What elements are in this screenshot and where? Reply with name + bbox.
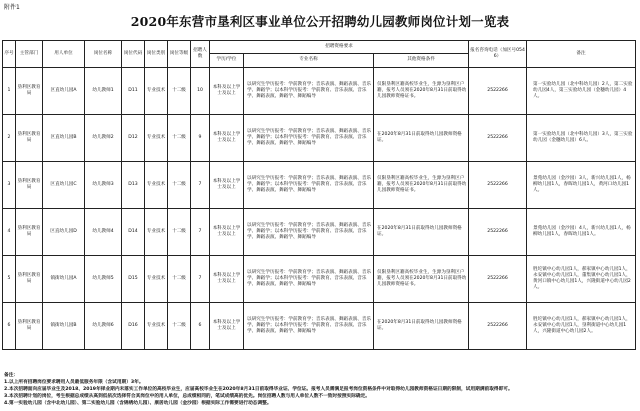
cell-other: 在2020年8月31日前取得幼儿园教师资格证。 <box>374 115 469 162</box>
table-row <box>3 115 636 162</box>
cell-level: 十二级 <box>168 256 191 303</box>
col-post-header: 岗位名称 <box>85 41 122 68</box>
cell-other: 在2020年8月31日前取得幼儿园教师资格证。 <box>374 209 469 256</box>
cell-major: 以研究生学历报考：学前教育学；音乐表演、舞蹈表演、音乐学、舞蹈学；以本科学历报考：学前教育、音乐表演、音乐学、舞蹈表演、舞蹈学、舞蹈编导 <box>244 162 374 209</box>
cell-dept: 垦利区教育局 <box>16 209 43 256</box>
col-count-header: 招聘人数 <box>191 41 210 68</box>
note-line: 2.本次招聘面向应届毕业生及2018、2019年择业期内未落实工作单位的高校毕业生，应届高校毕业生在2020年8月31日前取得毕业证、学位证。报考人员需满足报考岗位资格条件中对取得幼儿园教师资格证日期的限制，试用期满前取得即可。 <box>4 387 513 393</box>
cell-major: 以研究生学历报考：学前教育学；音乐表演、舞蹈表演、音乐学、舞蹈学；以本科学历报考：学前教育、音乐表演、音乐学、舞蹈表演、舞蹈学、舞蹈编导 <box>244 68 374 115</box>
cell-count: 7 <box>191 209 210 256</box>
cell-remark: 胜坨镇中心幼儿园1人，郝家镇中心幼儿园1人，永安镇中心幼儿园1人，垦利街道中心幼儿园1人，兴隆街道中心幼儿园2人。 <box>527 303 636 350</box>
col-req-group-header: 招聘资格要求 <box>210 41 469 54</box>
col-kind-header: 岗位类别 <box>145 41 168 68</box>
cell-dept: 垦利区教育局 <box>16 162 43 209</box>
cell-other: 仅限垦利区籍高校毕业生，生源为垦利区户籍，报考人员须在2020年8月31日前取得幼儿园教师资格证书。 <box>374 256 469 303</box>
note-line: 3.本次招聘计划的岗位，考生根据总成绩从高到低依次选择符合其岗位中的用人单位，总成绩相同的，笔试成绩高的优先。岗位招聘人数与用人单位人数不一致时按照实际确定。 <box>4 394 370 400</box>
col-level-header: 岗位等级 <box>168 41 191 68</box>
cell-seq: 5 <box>3 256 16 303</box>
post-plan-table <box>2 40 636 350</box>
cell-dept: 垦利区教育局 <box>16 303 43 350</box>
cell-dept: 垦利区教育局 <box>16 256 43 303</box>
col-remark-header: 备注 <box>527 41 636 68</box>
cell-level: 十二级 <box>168 209 191 256</box>
col-unit-header: 用人单位 <box>43 41 85 68</box>
cell-kind: 专业技术 <box>145 256 168 303</box>
cell-dept: 垦利区教育局 <box>16 68 43 115</box>
cell-count: 9 <box>191 115 210 162</box>
cell-seq: 6 <box>3 303 16 350</box>
cell-post: 幼儿教师6 <box>85 303 122 350</box>
note-line: 4.第一实验幼儿园（含中北幼儿园）、第二实验幼儿园（含锦绣幼儿园）、康居幼儿园（金沙园）根据实际工作需要进行动态调整。 <box>4 401 272 407</box>
cell-code: D11 <box>122 68 145 115</box>
cell-major: 以研究生学历报考：学前教育学；音乐表演、舞蹈表演、音乐学、舞蹈学；以本科学历报考：学前教育、音乐表演、音乐学、舞蹈表演、舞蹈学、舞蹈编导 <box>244 303 374 350</box>
cell-edu: 本科及以上学士及以上 <box>210 68 244 115</box>
cell-edu: 本科及以上学士及以上 <box>210 115 244 162</box>
page-title: 2020年东营市垦利区事业单位公开招聘幼儿园教师岗位计划一览表 <box>130 14 510 29</box>
cell-kind: 专业技术 <box>145 209 168 256</box>
notes-label: 备注： <box>4 373 19 378</box>
cell-post: 幼儿教师2 <box>85 115 122 162</box>
cell-unit: 区直幼儿园A <box>43 68 85 115</box>
table-row <box>3 256 636 303</box>
cell-phone: 2522266 <box>469 209 527 256</box>
header-row-1 <box>3 41 636 54</box>
cell-post: 幼儿教师4 <box>85 209 122 256</box>
cell-seq: 3 <box>3 162 16 209</box>
cell-count: 10 <box>191 68 210 115</box>
cell-level: 十二级 <box>168 68 191 115</box>
col-other-header: 其他资格条件 <box>374 54 469 68</box>
cell-level: 十二级 <box>168 115 191 162</box>
cell-post: 幼儿教师1 <box>85 68 122 115</box>
cell-phone: 2522266 <box>469 162 527 209</box>
cell-phone: 2522266 <box>469 68 527 115</box>
cell-code: D13 <box>122 162 145 209</box>
cell-phone: 2522266 <box>469 115 527 162</box>
cell-seq: 2 <box>3 115 16 162</box>
cell-level: 十二级 <box>168 303 191 350</box>
cell-dept: 垦利区教育局 <box>16 115 43 162</box>
cell-unit: 区直幼儿园D <box>43 209 85 256</box>
cell-post: 幼儿教师3 <box>85 162 122 209</box>
attachment-label: 附件1 <box>4 4 20 11</box>
cell-code: D15 <box>122 256 145 303</box>
cell-code: D12 <box>122 115 145 162</box>
col-edu-header: 学历/学位 <box>210 54 244 68</box>
cell-level: 十二级 <box>168 162 191 209</box>
cell-code: D16 <box>122 303 145 350</box>
cell-other: 在2020年8月31日前取得幼儿园教师资格证。 <box>374 303 469 350</box>
cell-remark: 第一实验幼儿园（北中科幼儿园）3人，第三实验幼儿园（金穗幼儿园）6人。 <box>527 115 636 162</box>
cell-kind: 专业技术 <box>145 115 168 162</box>
cell-edu: 本科及以上学士及以上 <box>210 256 244 303</box>
cell-unit: 镇街幼儿园A <box>43 256 85 303</box>
cell-edu: 本科及以上学士及以上 <box>210 162 244 209</box>
col-phone-header: 报名咨询电话（加区号0546） <box>469 41 527 68</box>
cell-count: 7 <box>191 256 210 303</box>
cell-count: 7 <box>191 162 210 209</box>
col-code-header: 岗位代码 <box>122 41 145 68</box>
table-row <box>3 162 636 209</box>
table-row <box>3 68 636 115</box>
cell-seq: 4 <box>3 209 16 256</box>
col-dept-header: 主管部门 <box>16 41 43 68</box>
cell-unit: 镇街幼儿园B <box>43 303 85 350</box>
notes-section <box>4 372 636 407</box>
cell-post: 幼儿教师5 <box>85 256 122 303</box>
cell-kind: 专业技术 <box>145 68 168 115</box>
cell-major: 以研究生学历报考：学前教育学；音乐表演、舞蹈表演、音乐学、舞蹈学；以本科学历报考：学前教育、音乐表演、音乐学、舞蹈表演、舞蹈学、舞蹈编导 <box>244 256 374 303</box>
cell-other: 仅限垦利区籍高校毕业生，生源为垦利区户籍，报考人员须在2020年8月31日前取得幼儿园教师资格证书。 <box>374 68 469 115</box>
cell-edu: 本科及以上学士及以上 <box>210 303 244 350</box>
cell-seq: 1 <box>3 68 16 115</box>
col-major-header: 专业名称 <box>244 54 374 68</box>
cell-remark: 胜坨镇中心幼儿园1人，郝家镇中心幼儿园1人，永安镇中心幼儿园1人，董集镇中心幼儿园1人，黄河口镇中心幼儿园1人，兴隆街道中心幼儿园2人。 <box>527 256 636 303</box>
cell-remark: 景苑幼儿园（金沙园）3人，新兴幼儿园1人，杨柳幼儿园1人，春晖幼儿园1人，黄河口幼儿园1人。 <box>527 162 636 209</box>
cell-other: 仅限垦利区籍高校毕业生，生源为垦利区户籍，报考人员须在2020年8月31日前取得幼儿园教师资格证书。 <box>374 162 469 209</box>
cell-remark: 景苑幼儿园（金沙园）4人，新兴幼儿园1人，杨柳幼儿园1人，春晖幼儿园1人。 <box>527 209 636 256</box>
cell-major: 以研究生学历报考：学前教育学；音乐表演、舞蹈表演、音乐学、舞蹈学；以本科学历报考：学前教育、音乐表演、音乐学、舞蹈表演、舞蹈学、舞蹈编导 <box>244 115 374 162</box>
cell-phone: 2522266 <box>469 303 527 350</box>
cell-unit: 区直幼儿园B <box>43 115 85 162</box>
cell-phone: 2522266 <box>469 256 527 303</box>
cell-major: 以研究生学历报考：学前教育学；音乐表演、舞蹈表演、音乐学、舞蹈学；以本科学历报考：学前教育、音乐表演、音乐学、舞蹈表演、舞蹈学、舞蹈编导 <box>244 209 374 256</box>
cell-unit: 区直幼儿园C <box>43 162 85 209</box>
cell-edu: 本科及以上学士及以上 <box>210 209 244 256</box>
note-line: 1.以上所有招聘岗位要求聘用人员最低服务年限（含试用期）3年。 <box>4 380 144 386</box>
cell-kind: 专业技术 <box>145 303 168 350</box>
table-row <box>3 209 636 256</box>
cell-kind: 专业技术 <box>145 162 168 209</box>
table-row <box>3 303 636 350</box>
cell-count: 6 <box>191 303 210 350</box>
cell-remark: 第一实验幼儿园（北中科幼儿园）2人，第二实验幼儿园4人，第三实验幼儿园（金穗幼儿园）4人。 <box>527 68 636 115</box>
col-seq-header: 序号 <box>3 41 16 68</box>
cell-code: D14 <box>122 209 145 256</box>
